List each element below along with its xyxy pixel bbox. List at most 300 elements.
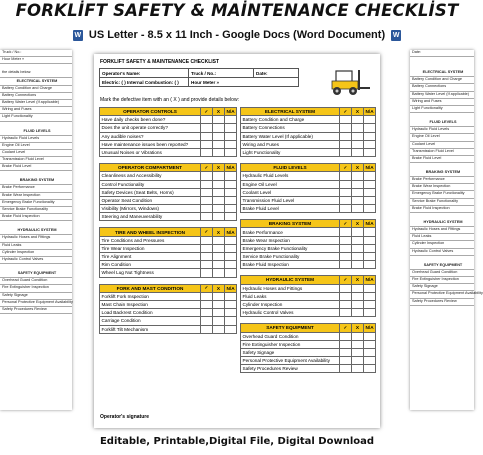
checklist-item: Safety Procedures Review xyxy=(241,365,340,373)
check-cell[interactable] xyxy=(352,365,364,373)
check-column-header: X xyxy=(352,276,364,284)
check-cell[interactable] xyxy=(364,332,376,340)
check-cell[interactable] xyxy=(201,253,213,261)
check-cell[interactable] xyxy=(364,148,376,156)
check-cell[interactable] xyxy=(340,300,352,308)
check-cell[interactable] xyxy=(213,244,225,252)
checklist-row xyxy=(100,253,237,261)
check-column-header: X xyxy=(213,284,225,292)
checklist-row xyxy=(241,284,376,292)
check-cell[interactable] xyxy=(364,172,376,180)
check-cell[interactable] xyxy=(352,292,364,300)
check-cell[interactable] xyxy=(352,332,364,340)
checklist-table-left xyxy=(99,107,237,334)
bg-row: Cylinder Inspection xyxy=(410,241,474,248)
bg-row: Coolant Level xyxy=(410,142,474,149)
check-column-header: X xyxy=(352,220,364,228)
bg-row: Fluid Leaks xyxy=(410,234,474,241)
section-title: SAFETY EQUIPMENT xyxy=(241,324,340,332)
check-cell[interactable] xyxy=(213,172,225,180)
check-cell[interactable] xyxy=(340,196,352,204)
background-page-right xyxy=(410,50,483,410)
check-column-header: N/A xyxy=(226,165,235,171)
check-cell[interactable] xyxy=(225,309,237,317)
check-cell[interactable] xyxy=(364,116,376,124)
checklist-item: Unusual Noises or Vibrations xyxy=(100,148,201,156)
checklist-item: Have maintenance issues been reported? xyxy=(100,140,201,148)
check-cell[interactable] xyxy=(340,124,352,132)
bg-row: Wiring and Fuses xyxy=(410,99,474,106)
check-cell[interactable] xyxy=(225,317,237,325)
check-cell[interactable] xyxy=(364,365,376,373)
checklist-item: Coolant Level xyxy=(241,188,340,196)
check-cell[interactable] xyxy=(364,292,376,300)
bg-row: Safety Signage xyxy=(0,293,72,300)
hour-meter-field[interactable]: Hour Meter » xyxy=(189,78,299,87)
check-cell[interactable] xyxy=(225,244,237,252)
section-header xyxy=(100,108,237,116)
section-spacer xyxy=(100,221,237,228)
check-cell[interactable] xyxy=(352,284,364,292)
check-cell[interactable] xyxy=(352,309,364,317)
power-type-field[interactable]: Electric: ( ) Internal Combustion: ( ) xyxy=(100,78,189,87)
bg-row: Hydraulic Control Valves xyxy=(0,257,72,264)
checklist-row xyxy=(241,340,376,348)
checklist-row xyxy=(100,140,237,148)
check-cell[interactable] xyxy=(340,172,352,180)
check-cell[interactable] xyxy=(352,253,364,261)
check-cell[interactable] xyxy=(201,124,213,132)
check-cell[interactable] xyxy=(340,188,352,196)
checklist-row xyxy=(100,188,237,196)
bg-row: Brake Performance xyxy=(0,185,72,192)
check-cell[interactable] xyxy=(201,236,213,244)
check-cell[interactable] xyxy=(201,309,213,317)
checklist-item: Hydraulic Control Valves xyxy=(241,309,340,317)
check-cell[interactable] xyxy=(352,116,364,124)
checklist-item: Cleanliness and Accessibility xyxy=(100,172,201,180)
check-cell[interactable] xyxy=(364,357,376,365)
check-cell[interactable] xyxy=(201,269,213,277)
checklist-row xyxy=(241,196,376,204)
check-cell[interactable] xyxy=(225,124,237,132)
check-cell[interactable] xyxy=(201,180,213,188)
check-cell[interactable] xyxy=(213,180,225,188)
check-cell[interactable] xyxy=(352,244,364,252)
date-field[interactable]: Date: xyxy=(254,69,299,78)
bg-row: Battery Connections xyxy=(410,84,474,91)
bg-row: Personal Protective Equipment Availability xyxy=(410,291,474,298)
section-spacer xyxy=(100,277,237,284)
check-cell[interactable] xyxy=(364,205,376,213)
check-column-header: ✓ xyxy=(201,228,213,236)
checklist-row xyxy=(100,236,237,244)
background-page-left xyxy=(0,50,72,410)
check-cell[interactable] xyxy=(340,253,352,261)
checklist-item: Wiring and Fuses xyxy=(241,140,340,148)
bg-row: Fire Extinguisher Inspection xyxy=(410,277,474,284)
checklist-item: Overhead Guard Condition xyxy=(241,332,340,340)
checklist-item: Mast Chain Inspection xyxy=(100,300,201,308)
check-cell[interactable] xyxy=(213,253,225,261)
checklist-row xyxy=(100,132,237,140)
bg-section-title: HYDRAULIC SYSTEM xyxy=(0,227,72,235)
check-cell[interactable] xyxy=(225,132,237,140)
bg-row: Hour Meter » xyxy=(0,57,72,64)
check-cell[interactable] xyxy=(340,292,352,300)
check-cell[interactable] xyxy=(213,325,225,333)
bg-row: Personal Protective Equipment Availability xyxy=(0,300,72,307)
check-cell[interactable] xyxy=(213,300,225,308)
checklist-item: Wheel Lug Nut Tightness xyxy=(100,269,201,277)
word-document-icon: W xyxy=(74,31,82,39)
checklist-row xyxy=(241,140,376,148)
bg-row: Safety Procedures Review xyxy=(410,299,474,306)
check-cell[interactable] xyxy=(340,116,352,124)
bg-section-title: SAFETY EQUIPMENT xyxy=(410,262,474,270)
check-cell[interactable] xyxy=(364,196,376,204)
bg-row: Light Functionality xyxy=(0,114,72,121)
check-cell[interactable] xyxy=(225,180,237,188)
checklist-row xyxy=(100,261,237,269)
check-cell[interactable] xyxy=(213,132,225,140)
operator-signature-label: Operator's signature xyxy=(100,414,149,420)
check-cell[interactable] xyxy=(201,172,213,180)
check-column-header: N/A xyxy=(365,109,374,115)
check-cell[interactable] xyxy=(364,188,376,196)
section-spacer xyxy=(100,157,237,164)
checklist-row xyxy=(100,292,237,300)
checklist-row xyxy=(241,357,376,365)
check-cell[interactable] xyxy=(340,132,352,140)
instructions: Mark the defective item with an ( X ) and provide details below: xyxy=(100,97,239,103)
section-header xyxy=(241,108,376,116)
check-cell[interactable] xyxy=(213,140,225,148)
subtitle-text: US Letter - 8.5 x 11 Inch - Google Docs (Word Document) xyxy=(88,29,386,41)
checklist-item: Load Backrest Condition xyxy=(100,309,201,317)
checklist-row xyxy=(241,332,376,340)
check-cell[interactable] xyxy=(201,196,213,204)
checklist-row xyxy=(241,180,376,188)
check-cell[interactable] xyxy=(225,213,237,221)
check-cell[interactable] xyxy=(213,236,225,244)
check-cell[interactable] xyxy=(352,124,364,132)
checklist-row xyxy=(100,309,237,317)
checklist-item: Brake Fluid Inspection xyxy=(241,261,340,269)
check-cell[interactable] xyxy=(201,292,213,300)
check-cell[interactable] xyxy=(340,244,352,252)
check-cell[interactable] xyxy=(352,236,364,244)
checklist-item: Have daily checks been done? xyxy=(100,116,201,124)
checklist-item: Service Brake Functionality xyxy=(241,253,340,261)
checklist-item: Safety Devices (Seat Belts, Horns) xyxy=(100,188,201,196)
check-cell[interactable] xyxy=(352,300,364,308)
bg-row: Service Brake Functionality xyxy=(0,207,72,214)
bg-row: Brake Fluid Level xyxy=(0,164,72,171)
checklist-item: Hydraulic Fluid Levels xyxy=(241,172,340,180)
check-cell[interactable] xyxy=(352,188,364,196)
check-cell[interactable] xyxy=(225,140,237,148)
checklist-item: Cylinder Inspection xyxy=(241,300,340,308)
checklist-item: Fluid Leaks xyxy=(241,292,340,300)
check-cell[interactable] xyxy=(364,261,376,269)
check-cell[interactable] xyxy=(352,180,364,188)
check-cell[interactable] xyxy=(340,180,352,188)
bg-row: Hydraulic Fluid Levels xyxy=(410,127,474,134)
check-cell[interactable] xyxy=(340,284,352,292)
checklist-row xyxy=(100,116,237,124)
checklist-item: Does the unit operate correctly? xyxy=(100,124,201,132)
section-header xyxy=(241,220,376,228)
bg-row: Truck / No.: xyxy=(0,50,72,57)
checklist-item: Tire Wear Inspection xyxy=(100,244,201,252)
check-cell[interactable] xyxy=(364,228,376,236)
check-cell[interactable] xyxy=(352,196,364,204)
check-cell[interactable] xyxy=(225,116,237,124)
bg-row: the details below: xyxy=(0,70,72,77)
check-column-header: X xyxy=(352,324,364,332)
check-cell[interactable] xyxy=(213,261,225,269)
check-cell[interactable] xyxy=(364,140,376,148)
check-cell[interactable] xyxy=(352,205,364,213)
bg-section-title: HYDRAULIC SYSTEM xyxy=(410,219,474,227)
check-cell[interactable] xyxy=(340,228,352,236)
checklist-item: Battery Connections xyxy=(241,124,340,132)
checklist-row xyxy=(241,116,376,124)
checklist-row xyxy=(241,365,376,373)
check-cell[interactable] xyxy=(352,340,364,348)
section-header xyxy=(100,164,237,172)
check-cell[interactable] xyxy=(364,348,376,356)
bg-section-title: BRAKING SYSTEM xyxy=(0,177,72,185)
bg-row: Fire Extinguisher Inspection xyxy=(0,285,72,292)
check-cell[interactable] xyxy=(352,348,364,356)
bg-row: Brake Fluid Level xyxy=(410,156,474,163)
info-table xyxy=(99,68,299,87)
checklist-item: Carriage Condition xyxy=(100,317,201,325)
checklist-row xyxy=(241,205,376,213)
checklist-row xyxy=(100,213,237,221)
bg-row: Hydraulic Hoses and Fittings xyxy=(410,227,474,234)
check-column-header: ✓ xyxy=(201,108,213,116)
checklist-row xyxy=(100,300,237,308)
checklist-row xyxy=(241,132,376,140)
check-cell[interactable] xyxy=(352,261,364,269)
checklist-item: Emergency Brake Functionality xyxy=(241,244,340,252)
forklift-icon xyxy=(324,67,374,97)
check-column-header: N/A xyxy=(226,229,235,235)
checklist-item: Control Functionality xyxy=(100,180,201,188)
check-cell[interactable] xyxy=(201,116,213,124)
check-cell[interactable] xyxy=(340,140,352,148)
check-cell[interactable] xyxy=(340,148,352,156)
check-cell[interactable] xyxy=(352,140,364,148)
check-cell[interactable] xyxy=(201,205,213,213)
check-cell[interactable] xyxy=(364,253,376,261)
check-cell[interactable] xyxy=(201,261,213,269)
subtitle xyxy=(0,29,474,41)
check-cell[interactable] xyxy=(225,236,237,244)
checklist-row xyxy=(100,269,237,277)
bg-row: Safety Signage xyxy=(410,284,474,291)
checklist-row xyxy=(100,205,237,213)
check-cell[interactable] xyxy=(213,317,225,325)
check-cell[interactable] xyxy=(201,188,213,196)
check-column-header: ✓ xyxy=(340,220,352,228)
check-cell[interactable] xyxy=(225,196,237,204)
bg-row: Overhead Guard Condition xyxy=(410,270,474,277)
bg-row: Transmission Fluid Level xyxy=(0,157,72,164)
check-cell[interactable] xyxy=(225,325,237,333)
check-cell[interactable] xyxy=(201,244,213,252)
check-column-header: N/A xyxy=(365,325,374,331)
check-cell[interactable] xyxy=(364,124,376,132)
check-cell[interactable] xyxy=(213,269,225,277)
check-cell[interactable] xyxy=(201,300,213,308)
check-cell[interactable] xyxy=(364,236,376,244)
checklist-item: Battery Condition and Charge xyxy=(241,116,340,124)
check-cell[interactable] xyxy=(364,309,376,317)
check-cell[interactable] xyxy=(340,348,352,356)
check-column-header: X xyxy=(213,108,225,116)
check-column-header: X xyxy=(213,228,225,236)
bg-row: Cylinder Inspection xyxy=(0,250,72,257)
check-cell[interactable] xyxy=(213,124,225,132)
check-cell[interactable] xyxy=(213,309,225,317)
check-cell[interactable] xyxy=(340,309,352,317)
checklist-item: Battery Water Level (If applicable) xyxy=(241,132,340,140)
check-cell[interactable] xyxy=(213,196,225,204)
checklist-item: Light Functionality xyxy=(241,148,340,156)
check-cell[interactable] xyxy=(364,284,376,292)
word-document-icon: W xyxy=(392,31,400,39)
truck-number-field[interactable]: Truck / No.: xyxy=(189,69,254,78)
section-header xyxy=(241,164,376,172)
check-cell[interactable] xyxy=(213,188,225,196)
check-cell[interactable] xyxy=(225,148,237,156)
bg-row: Battery Water Level (If applicable) xyxy=(410,92,474,99)
checklist-row xyxy=(100,124,237,132)
check-column-header: ✓ xyxy=(340,324,352,332)
bg-row: Safety Procedures Review xyxy=(0,307,72,314)
section-title: BRAKING SYSTEM xyxy=(241,220,340,228)
check-column-header: ✓ xyxy=(340,164,352,172)
check-cell[interactable] xyxy=(201,317,213,325)
check-cell[interactable] xyxy=(201,213,213,221)
check-cell[interactable] xyxy=(213,292,225,300)
bg-row: Engine Oil Level xyxy=(0,143,72,150)
check-cell[interactable] xyxy=(201,325,213,333)
check-column-header: ✓ xyxy=(340,276,352,284)
check-cell[interactable] xyxy=(364,300,376,308)
check-cell[interactable] xyxy=(213,148,225,156)
check-cell[interactable] xyxy=(213,213,225,221)
check-column-header: N/A xyxy=(226,109,235,115)
checklist-row xyxy=(100,148,237,156)
bg-section-title: ELECTRICAL SYSTEM xyxy=(0,78,72,86)
bg-row: Wiring and Fuses xyxy=(0,107,72,114)
check-cell[interactable] xyxy=(213,116,225,124)
check-cell[interactable] xyxy=(225,188,237,196)
check-cell[interactable] xyxy=(225,205,237,213)
checklist-row xyxy=(241,148,376,156)
operator-name-field[interactable]: Operator's Name: xyxy=(100,69,189,78)
check-cell[interactable] xyxy=(225,292,237,300)
check-cell[interactable] xyxy=(340,365,352,373)
checklist-row xyxy=(100,325,237,333)
bg-row: Emergency Brake Functionality xyxy=(410,191,474,198)
bg-row: Battery Condition and Charge xyxy=(0,86,72,93)
check-cell[interactable] xyxy=(225,261,237,269)
checklist-item: Fire Extinguisher Inspection xyxy=(241,340,340,348)
checklist-row xyxy=(100,196,237,204)
section-header xyxy=(241,324,376,332)
bg-section-title: FLUID LEVELS xyxy=(0,128,72,136)
check-cell[interactable] xyxy=(352,172,364,180)
checklist-item: Safety Signage xyxy=(241,348,340,356)
check-cell[interactable] xyxy=(340,332,352,340)
section-header xyxy=(241,276,376,284)
check-cell[interactable] xyxy=(340,340,352,348)
section-spacer xyxy=(241,157,376,164)
check-cell[interactable] xyxy=(201,132,213,140)
check-cell[interactable] xyxy=(340,205,352,213)
check-cell[interactable] xyxy=(340,261,352,269)
section-title: OPERATOR CONTROLS xyxy=(100,108,201,116)
checklist-row xyxy=(100,244,237,252)
checklist-row xyxy=(241,309,376,317)
check-cell[interactable] xyxy=(225,300,237,308)
check-cell[interactable] xyxy=(213,205,225,213)
bg-row: Hydraulic Hoses and Fittings xyxy=(0,235,72,242)
footer-text: Editable, Printable,Digital File, Digital Download xyxy=(99,436,375,447)
check-cell[interactable] xyxy=(340,357,352,365)
checklist-item: Brake Wear Inspection xyxy=(241,236,340,244)
bg-row: Brake Wear Inspection xyxy=(0,193,72,200)
check-cell[interactable] xyxy=(201,148,213,156)
check-cell[interactable] xyxy=(352,148,364,156)
check-cell[interactable] xyxy=(225,269,237,277)
section-title: FORK AND MAST CONDITION xyxy=(100,284,201,292)
check-cell[interactable] xyxy=(364,244,376,252)
bg-row: Fluid Leaks xyxy=(0,243,72,250)
check-column-header: N/A xyxy=(365,221,374,227)
bg-row: Engine Oil Level xyxy=(410,134,474,141)
check-cell[interactable] xyxy=(352,132,364,140)
check-cell[interactable] xyxy=(364,340,376,348)
check-cell[interactable] xyxy=(201,140,213,148)
check-cell[interactable] xyxy=(364,180,376,188)
checklist-row xyxy=(241,292,376,300)
check-cell[interactable] xyxy=(225,172,237,180)
bg-row: Light Functionality xyxy=(410,106,474,113)
check-cell[interactable] xyxy=(225,253,237,261)
bg-row: Battery Connections xyxy=(0,93,72,100)
checklist-item: Forklift Tilt Mechanism xyxy=(100,325,201,333)
check-cell[interactable] xyxy=(340,236,352,244)
checklist-item: Operator Seat Condition xyxy=(100,196,201,204)
check-cell[interactable] xyxy=(352,228,364,236)
check-cell[interactable] xyxy=(364,132,376,140)
check-column-header: X xyxy=(352,108,364,116)
checklist-row xyxy=(100,180,237,188)
check-cell[interactable] xyxy=(352,357,364,365)
check-column-header: N/A xyxy=(365,277,374,283)
checklist-item: Forklift Fork Inspection xyxy=(100,292,201,300)
checklist-row xyxy=(241,300,376,308)
bg-row: Transmission Fluid Level xyxy=(410,149,474,156)
sheet-title: FORKLIFT SAFETY & MAINTENANCE CHECKLIST xyxy=(100,59,220,65)
